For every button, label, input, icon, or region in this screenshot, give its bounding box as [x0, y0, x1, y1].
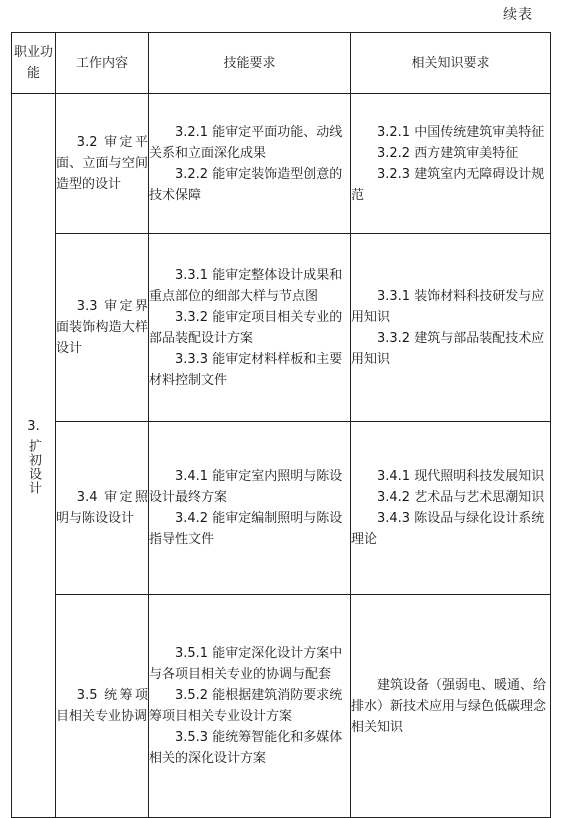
skill-requirements-table — [11, 32, 551, 818]
table-header-row — [12, 33, 551, 94]
knowledge-cell — [351, 94, 551, 234]
skill-item: 3.5.1 能审定深化设计方案中与各项目相关专业的协调与配套 — [149, 646, 343, 682]
function-cell — [12, 94, 56, 818]
work-content-cell: 3.2 审定平面、立面与空间造型的设计 — [56, 94, 149, 234]
skill-cell — [149, 422, 351, 595]
header-function: 职业功能 — [12, 33, 56, 94]
knowledge-cell — [351, 422, 551, 595]
header-skill: 技能要求 — [149, 33, 351, 94]
work-content-cell: 3.5 统筹项目相关专业协调 — [56, 595, 149, 818]
knowledge-item: 3.2.1 中国传统建筑审美特征 — [377, 124, 545, 140]
table-row — [12, 595, 551, 818]
skill-cell — [149, 234, 351, 422]
header-work-content: 工作内容 — [56, 33, 149, 94]
skill-item: 3.5.3 能统筹智能化和多媒体相关的深化设计方案 — [149, 730, 343, 766]
knowledge-cell — [351, 595, 551, 818]
table-row — [12, 234, 551, 422]
function-name: 扩初设计 — [26, 439, 41, 495]
knowledge-item: 3.2.3 建筑室内无障碍设计规范 — [351, 166, 545, 203]
knowledge-item: 3.3.1 装饰材料科技研发与应用知识 — [351, 288, 545, 325]
function-number: 3. — [27, 419, 40, 434]
knowledge-item: 3.3.2 建筑与部品装配技术应用知识 — [351, 330, 545, 367]
header-knowledge: 相关知识要求 — [351, 33, 551, 94]
skill-cell — [149, 595, 351, 818]
table-row — [12, 94, 551, 234]
skill-item: 3.4.1 能审定室内照明与陈设设计最终方案 — [149, 469, 343, 505]
skill-item: 3.2.1 能审定平面功能、动线关系和立面深化成果 — [149, 124, 343, 161]
knowledge-item: 3.4.1 现代照明科技发展知识 — [377, 469, 545, 484]
knowledge-cell — [351, 234, 551, 422]
work-content-cell: 3.4 审定照明与陈设设计 — [56, 422, 149, 595]
skill-item: 3.2.2 能审定装饰造型创意的技术保障 — [149, 166, 343, 203]
work-content-cell: 3.3 审定界面装饰构造大样设计 — [56, 234, 149, 422]
skill-cell — [149, 94, 351, 234]
skill-item: 3.3.1 能审定整体设计成果和重点部位的细部大样与节点图 — [149, 267, 343, 304]
skill-item: 3.3.3 能审定材料样板和主要材料控制文件 — [149, 351, 343, 388]
knowledge-item: 3.4.3 陈设品与绿化设计系统理论 — [351, 511, 545, 547]
knowledge-item: 建筑设备（强弱电、暖通、给排水）新技术应用与绿色低碳理念相关知识 — [351, 677, 547, 735]
knowledge-item: 3.2.2 西方建筑审美特征 — [377, 145, 519, 161]
table-row — [12, 422, 551, 595]
skill-item: 3.5.2 能根据建筑消防要求统筹项目相关专业设计方案 — [149, 688, 343, 724]
skill-item: 3.3.2 能审定项目相关专业的部品装配设计方案 — [149, 309, 343, 346]
continued-label: 续表 — [503, 7, 533, 23]
knowledge-item: 3.4.2 艺术品与艺术思潮知识 — [377, 490, 545, 505]
skill-item: 3.4.2 能审定编制照明与陈设指导性文件 — [149, 511, 343, 547]
